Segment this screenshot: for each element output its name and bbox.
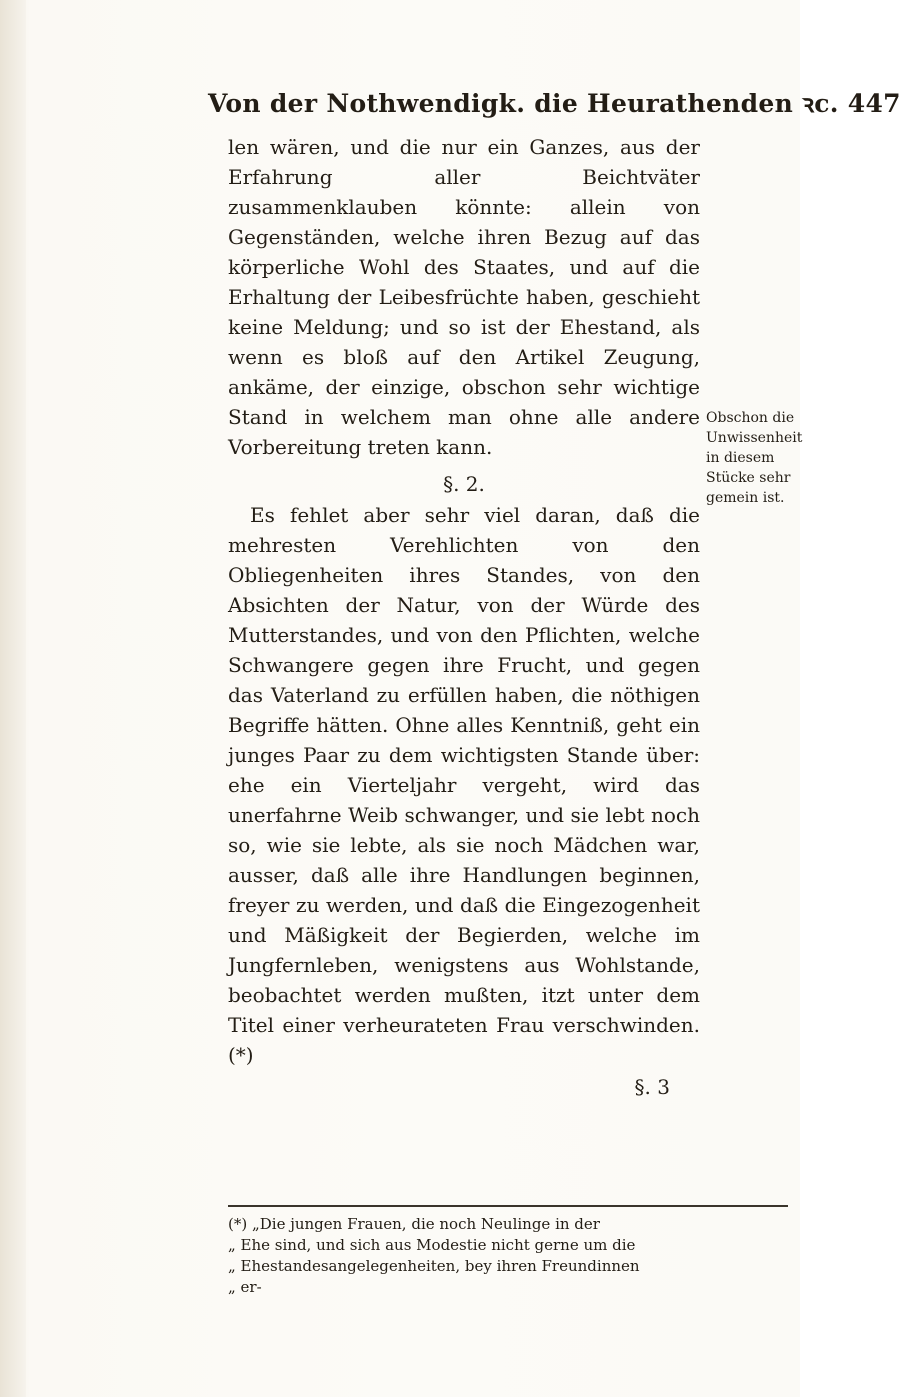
running-header: Von der Nothwendigk. die Heurathenden ꝛc. 447 xyxy=(208,89,901,118)
footnote-line: „ er- xyxy=(228,1278,262,1296)
page-gutter-shadow xyxy=(0,0,26,1397)
footnote-line: (*) „Die jungen Frauen, die noch Neulinge in der xyxy=(228,1215,600,1233)
footnote-line: „ Ehestandesangelegenheiten, bey ihren Freundinnen xyxy=(228,1257,640,1275)
margin-note-line: Unwissenheit xyxy=(706,430,803,446)
footnote xyxy=(228,1214,768,1298)
margin-note-line: Obschon die xyxy=(706,410,795,426)
footnote-divider xyxy=(228,1205,788,1207)
paragraph-1: len wären, und die nur ein Ganzes, aus der Erfahrung aller Beichtväter zusammenklauben könnte: allein von Gegenständen, welche ihren Bezug auf das körperliche Wohl des Staates, und auf die Erhaltung der Leibesfrüchte haben, geschieht keine Meldung; und so ist der Ehestand, als wenn es bloß auf den Artikel Zeugung, ankäme, der einzige, obschon sehr wichtige Stand in welchem man ohne alle andere Vorbereitung treten kann. xyxy=(228,135,700,459)
margin-note-line: in diesem xyxy=(706,450,775,466)
margin-note xyxy=(706,408,803,508)
paragraph-2: Es fehlet aber sehr viel daran, daß die mehresten Verehlichten von den Obliegenheiten ihres Standes, von den Absichten der Natur, von der Würde des Mutterstandes, und von den Pflichten, welche Schwangere gegen ihre Frucht, und gegen das Vaterland zu erfüllen haben, die nöthigen Begriffe hätten. Ohne alles Kenntniß, geht ein junges Paar zu dem wichtigsten Stande über: ehe ein Vierteljahr vergeht, wird das unerfahrne Weib schwanger, und sie lebt noch so, wie sie lebte, als sie noch Mädchen war, ausser, daß alle ihre Handlungen beginnen, freyer zu werden, und daß die Eingezogenheit und Mäßigkeit der Begierden, welche im Jungfernleben, wenigstens aus Wohlstande, beobachtet werden mußten, itzt unter dem Titel einer verheurateten Frau verschwinden. (*) xyxy=(228,503,700,1067)
main-text xyxy=(228,132,700,1102)
footnote-line: „ Ehe sind, und sich aus Modestie nicht gerne um die xyxy=(228,1236,636,1254)
section-mark: §. 2. xyxy=(443,472,485,496)
margin-note-line: gemein ist. xyxy=(706,490,785,506)
margin-note-line: Stücke sehr xyxy=(706,470,791,486)
catchword: §. 3 xyxy=(634,1075,670,1099)
